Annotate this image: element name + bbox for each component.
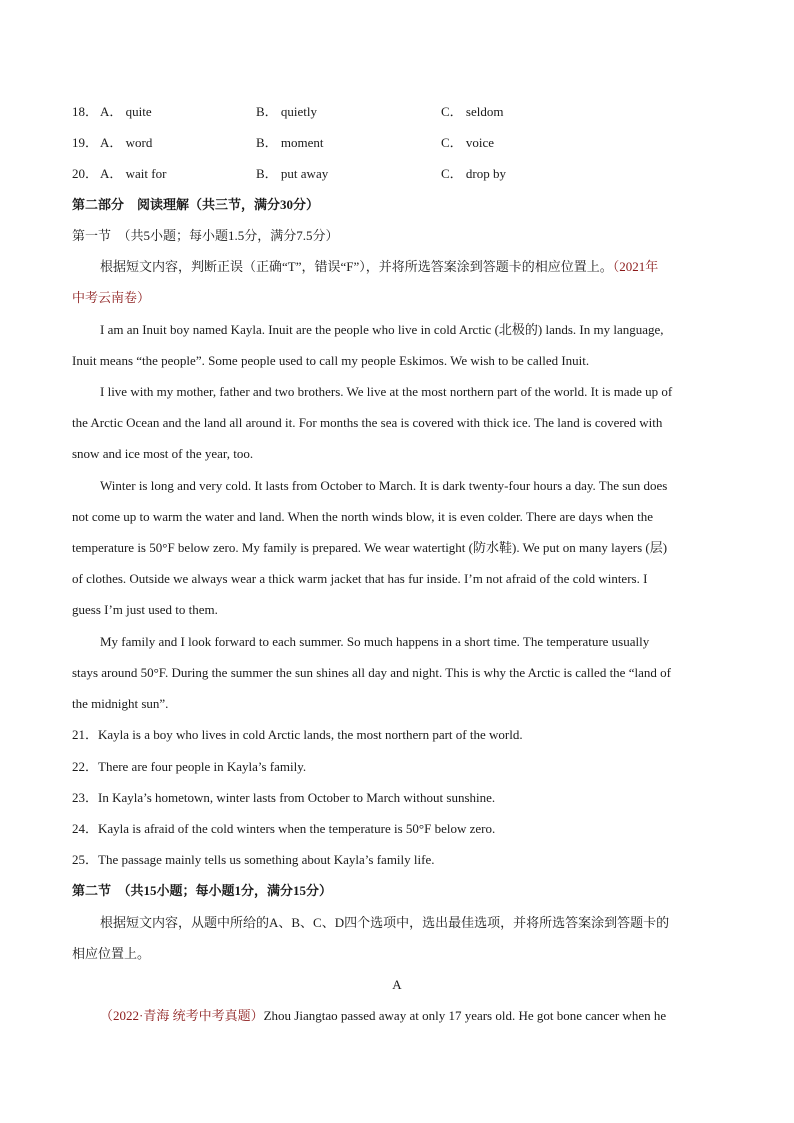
question-25: 25．The passage mainly tells us something about Kayla’s family life. <box>72 852 435 867</box>
passage-line: the Arctic Ocean and the land all around it. For months the sea is covered with thick ice. The land is covered with <box>72 415 663 430</box>
passage-line: I am an Inuit boy named Kayla. Inuit are the people who live in cold Arctic (北极的) lands. In my language, <box>100 322 664 337</box>
source-tag: （2021年 <box>612 259 659 274</box>
section1-title: 第一节 （共5小题；每小题1.5分，满分7.5分） <box>72 228 339 243</box>
question-number: 19． <box>72 135 99 150</box>
passage-text: Zhou Jiangtao passed away at only 17 years old. He got bone cancer when he <box>263 1008 667 1023</box>
source-tag: （2022·青海 统考中考真题） <box>100 1008 264 1023</box>
section2-instruction-continued: 相应位置上。 <box>72 946 151 961</box>
section2-instruction: 根据短文内容，从题中所给的A、B、C、D四个选项中，选出最佳选项，并将所选答案涂到答题卡的 <box>100 915 670 930</box>
passage-line: Winter is long and very cold. It lasts from October to March. It is dark twenty-four hours a day. The sun does <box>100 478 668 493</box>
passage-line: guess I’m just used to them. <box>72 602 218 617</box>
section2-title: 第二节 （共15小题；每小题1分，满分15分） <box>72 883 333 898</box>
passage-line: not come up to warm the water and land. When the north winds blow, it is even colder. There are days when the <box>72 509 653 524</box>
option-c: C． seldom <box>441 104 504 119</box>
passage-line: snow and ice most of the year, too. <box>72 446 254 461</box>
passage-line: My family and I look forward to each summer. So much happens in a short time. The temperature usually <box>100 634 650 649</box>
part2-title: 第二部分 阅读理解（共三节，满分30分） <box>72 197 320 212</box>
passage-line: the midnight sun”. <box>72 696 169 711</box>
instruction-text: 根据短文内容，判断正误（正确“T”，错误“F”），并将所选答案涂到答题卡的相应位置上。 <box>100 259 613 274</box>
option-c: C． drop by <box>441 166 507 181</box>
question-24: 24．Kayla is afraid of the cold winters when the temperature is 50°F below zero. <box>72 821 496 836</box>
passage-line: I live with my mother, father and two brothers. We live at the most northern part of the world. It is made up of <box>100 384 673 399</box>
source-tag-continued: 中考云南卷） <box>72 290 151 305</box>
passage-line: temperature is 50°F below zero. My family is prepared. We wear watertight (防水鞋). We put on many layers (层) <box>72 540 668 555</box>
option-a: A． quite <box>100 104 152 119</box>
question-23: 23．In Kayla’s hometown, winter lasts from October to March without sunshine. <box>72 790 496 805</box>
passage-label: A <box>392 977 402 992</box>
passage-first-line <box>100 1006 722 1026</box>
option-b: B． put away <box>256 166 329 181</box>
option-a: A． word <box>100 135 153 150</box>
option-b: B． moment <box>256 135 324 150</box>
passage-line: Inuit means “the people”. Some people used to call my people Eskimos. We wish to be called Inuit. <box>72 353 590 368</box>
option-b: B． quietly <box>256 104 318 119</box>
passage-line: of clothes. Outside we always wear a thick warm jacket that has fur inside. I’m not afraid of the cold winters. I <box>72 571 648 586</box>
question-22: 22．There are four people in Kayla’s family. <box>72 759 307 774</box>
question-number: 20． <box>72 166 99 181</box>
option-a: A． wait for <box>100 166 167 181</box>
question-21: 21．Kayla is a boy who lives in cold Arctic lands, the most northern part of the world. <box>72 727 523 742</box>
option-c: C． voice <box>441 135 495 150</box>
passage-line: stays around 50°F. During the summer the sun shines all day and night. This is why the Arctic is called the “land of <box>72 665 671 680</box>
section1-instruction <box>100 257 722 277</box>
question-number: 18． <box>72 104 99 119</box>
